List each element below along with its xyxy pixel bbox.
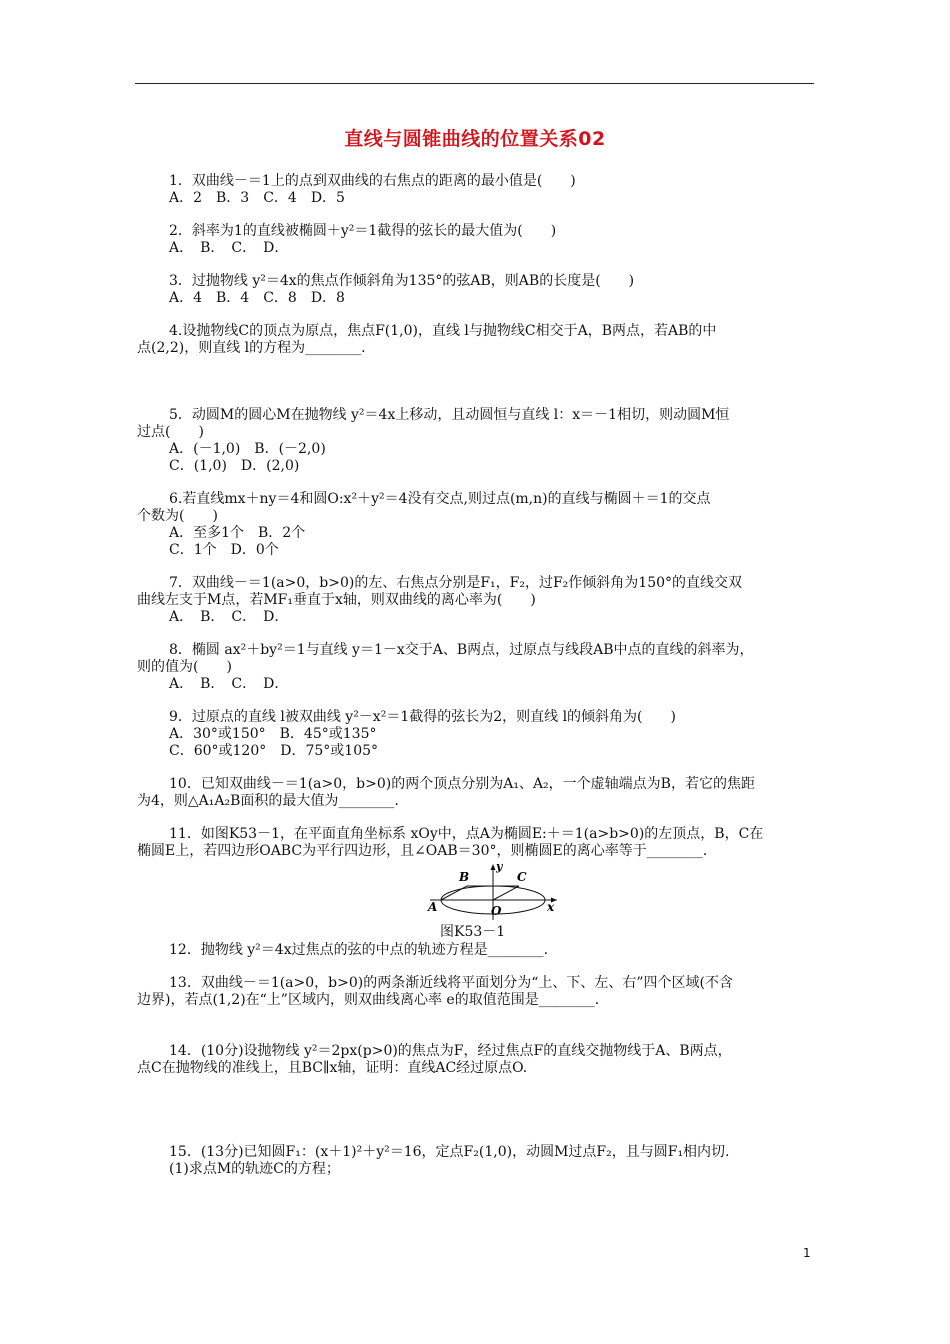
question-13-stem-cont: 边界)，若点(1,2)在“上”区域内，则双曲线离心率 e的取值范围是________. xyxy=(137,992,600,1008)
y-axis-arrow xyxy=(491,864,496,870)
question-12-stem: 12．抛物线 y²＝4x过焦点的弦的中点的轨迹方程是________. xyxy=(169,942,549,958)
question-14-stem-cont: 点C在抛物线的准线上，且BC∥x轴，证明：直线AC经过原点O. xyxy=(137,1060,528,1076)
question-5-options-ab: A．(－1,0) B．(－2,0) xyxy=(169,441,326,457)
question-15-part-1: (1)求点M的轨迹C的方程； xyxy=(169,1161,340,1177)
question-9-stem: 9．过原点的直线 l被双曲线 y²－x²＝1截得的弦长为2，则直线 l的倾斜角为( ) xyxy=(169,709,676,725)
question-15-stem: 15．(13分)已知圆F₁：(x＋1)²＋y²＝16，定点F₂(1,0)，动圆M过点F₂，且与圆F₁相内切. xyxy=(169,1144,730,1160)
question-3-stem: 3．过抛物线 y²＝4x的焦点作倾斜角为135°的弦AB，则AB的长度是( ) xyxy=(169,273,635,289)
figure-k53-1 xyxy=(425,862,560,922)
question-11-stem: 11．如图K53－1，在平面直角坐标系 xOy中，点A为椭圆E:＋＝1(a>b>0)的左顶点，B，C在 xyxy=(169,826,764,842)
question-2-stem: 2．斜率为1的直线被椭圆＋y²＝1截得的弦长的最大值为( ) xyxy=(169,223,557,239)
question-8-stem-cont: 则的值为( ) xyxy=(137,659,232,675)
question-8-options: A． B． C． D． xyxy=(169,676,289,692)
question-5-stem-cont: 过点( ) xyxy=(137,424,204,440)
figure-caption: 图K53－1 xyxy=(440,924,506,940)
question-14-stem: 14．(10分)设抛物线 y²＝2px(p>0)的焦点为F，经过焦点F的直线交抛物线于A、B两点， xyxy=(169,1043,732,1059)
question-9-options-ab: A．30°或150° B．45°或135° xyxy=(169,726,377,742)
question-1-options: A．2 B．3 C．4 D．5 xyxy=(169,190,345,206)
question-6-stem: 6.若直线mx＋ny＝4和圆O:x²＋y²＝4没有交点,则过点(m,n)的直线与椭圆＋＝1的交点 xyxy=(169,491,711,507)
header-rule xyxy=(135,83,814,84)
question-6-stem-cont: 个数为( ) xyxy=(137,508,218,524)
question-6-options-ab: A．至多1个 B．2个 xyxy=(169,525,306,541)
question-4-stem-cont: 点(2,2)，则直线 l的方程为________. xyxy=(137,340,366,356)
question-9-options-cd: C．60°或120° D．75°或105° xyxy=(169,743,379,759)
question-10-stem-cont: 为4，则△A₁A₂B面积的最大值为________. xyxy=(137,793,399,809)
label-y: y xyxy=(496,862,503,873)
question-7-stem: 7．双曲线－＝1(a>0，b>0)的左、右焦点分别是F₁，F₂，过F₂作倾斜角为150°的直线交双 xyxy=(169,575,743,591)
question-1-stem: 1．双曲线－＝1上的点到双曲线的右焦点的距离的最小值是( ) xyxy=(169,173,576,189)
question-5-options-cd: C．(1,0) D．(2,0) xyxy=(169,458,300,474)
question-7-stem-cont: 曲线左支于M点，若MF₁垂直于x轴，则双曲线的离心率为( ) xyxy=(137,592,536,608)
question-6-options-cd: C．1个 D．0个 xyxy=(169,542,279,558)
question-11-stem-cont: 椭圆E上，若四边形OABC为平行四边形，且∠OAB＝30°，则椭圆E的离心率等于________. xyxy=(137,843,708,859)
question-8-stem: 8．椭圆 ax²＋by²＝1与直线 y＝1－x交于A、B两点，过原点与线段AB中点的直线的斜率为， xyxy=(169,642,754,658)
page-number: 1 xyxy=(803,1246,811,1260)
parallelogram-oabc xyxy=(441,886,519,900)
label-a: A xyxy=(428,900,438,914)
label-b: B xyxy=(459,870,470,884)
question-4-stem: 4.设抛物线C的顶点为原点，焦点F(1,0)，直线 l与抛物线C相交于A，B两点，若AB的中 xyxy=(169,323,717,339)
question-7-options: A． B． C． D． xyxy=(169,609,289,625)
question-13-stem: 13．双曲线－＝1(a>0，b>0)的两条渐近线将平面划分为“上、下、左、右”四个区域(不含 xyxy=(169,975,734,991)
page-title: 直线与圆锥曲线的位置关系02 xyxy=(344,128,606,150)
question-3-options: A．4 B．4 C．8 D．8 xyxy=(169,290,345,306)
question-5-stem: 5．动圆M的圆心M在抛物线 y²＝4x上移动，且动圆恒与直线 l：x＝－1相切，则动圆M恒 xyxy=(169,407,730,423)
question-2-options: A． B． C． D． xyxy=(169,240,289,256)
label-x: x xyxy=(547,900,555,914)
label-o: O xyxy=(491,904,502,918)
question-10-stem: 10．已知双曲线－＝1(a>0，b>0)的两个顶点分别为A₁、A₂，一个虚轴端点为B，若它的焦距 xyxy=(169,776,755,792)
label-c: C xyxy=(517,870,527,884)
